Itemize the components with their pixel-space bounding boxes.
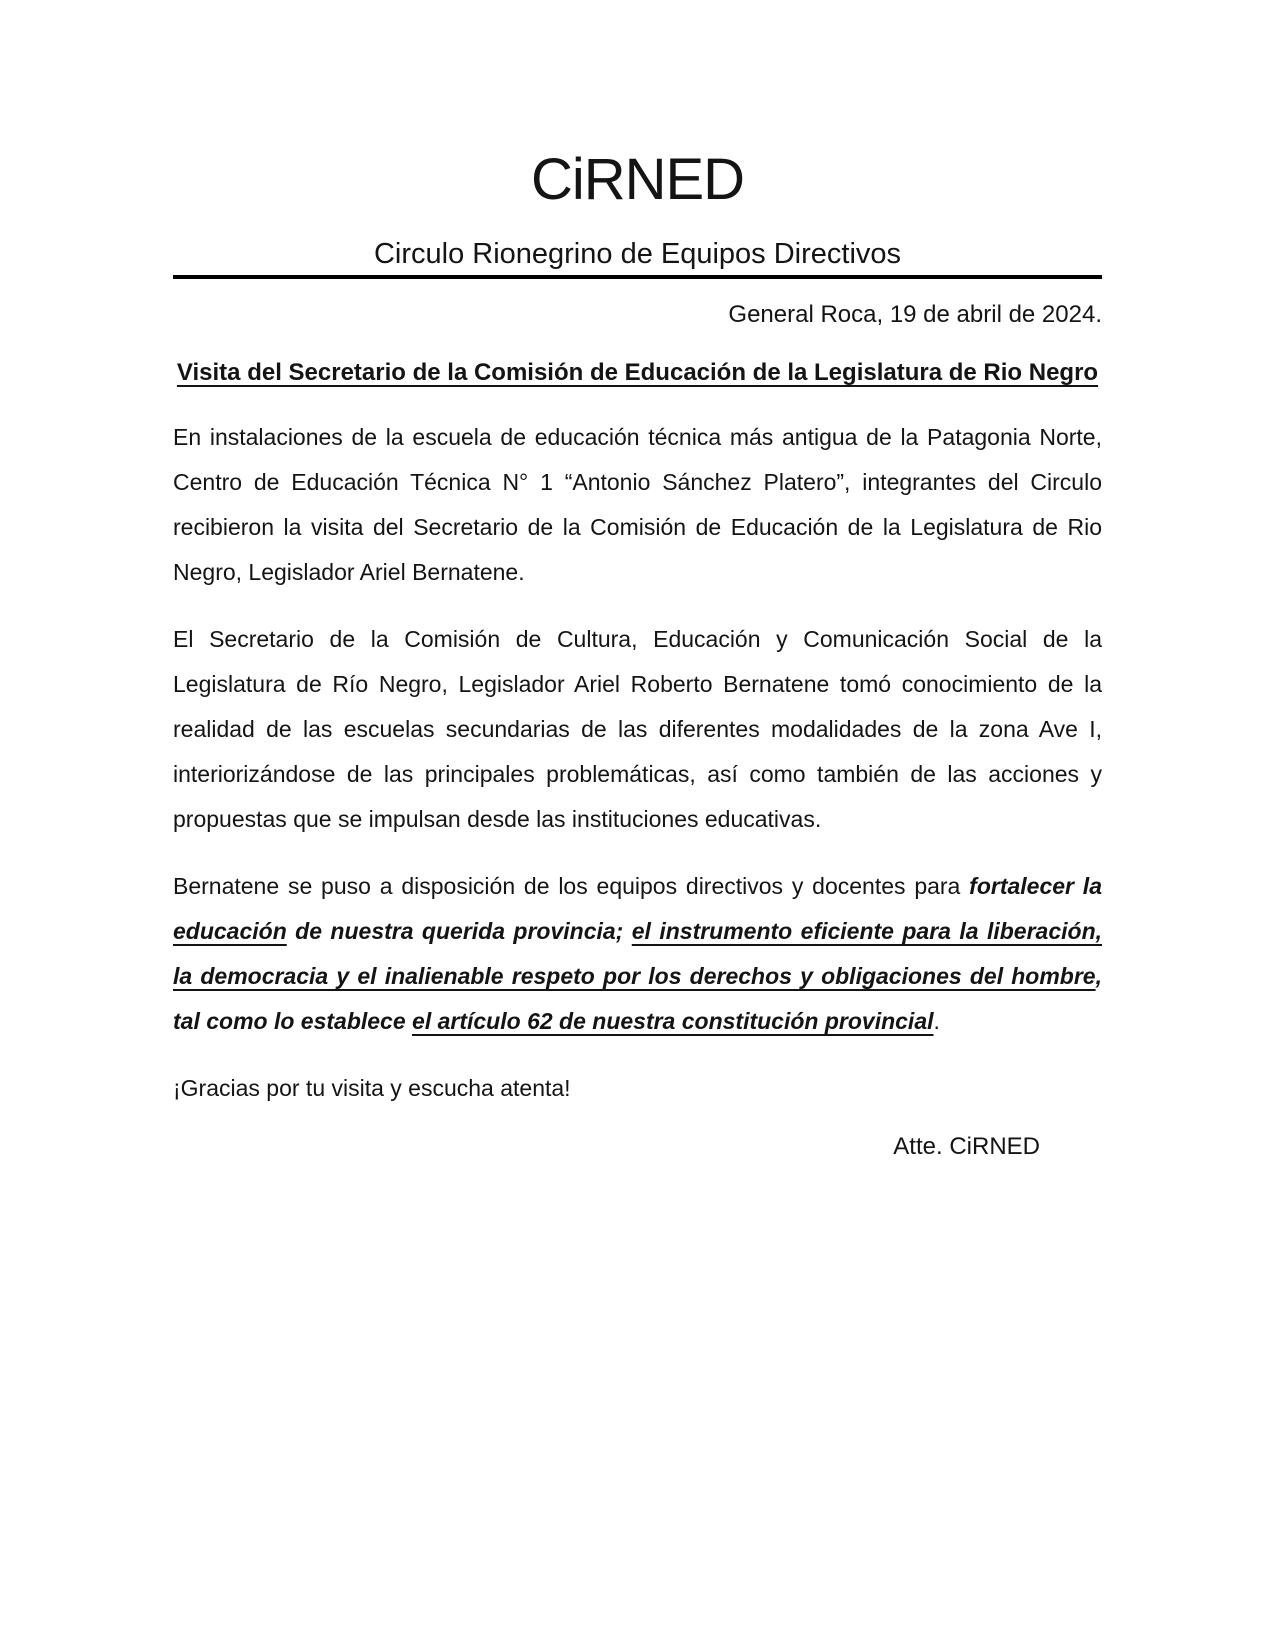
org-acronym-title: CiRNED [530,147,745,212]
paragraph [173,415,1102,595]
text-run: . [933,1007,940,1034]
paragraph [173,864,1102,1044]
text-run: el instrumento eficiente para la liberación, la democracia y el inalienable respeto por los derechos y obligaciones del hombre [173,917,1103,989]
signature-line: Atte. CiRNED [893,1132,1040,1160]
text-run: Bernatene se puso a disposición de los equipos directivos y docentes para [173,872,970,899]
document-body [173,415,1102,1111]
text-run: En instalaciones de la escuela de educación técnica más antigua de la Patagonia Norte, Centro de Educación Técnica N° 1 “Antonio Sánchez Platero”, integrantes del Circulo recibieron la visita del Secretario de la Comisión de Educación de la Legislatura de Rio Negro, Legislador Ariel Bernatene. [173,423,1102,585]
date-line: General Roca, 19 de abril de 2024. [728,300,1102,328]
paragraph [173,1066,1102,1111]
text-run: el artículo 62 de nuestra constitución provincial [412,1007,934,1034]
text-run: El Secretario de la Comisión de Cultura, Educación y Comunicación Social de la Legislatura de Río Negro, Legislador Ariel Roberto Bernatene tomó conocimiento de la realidad de las escuelas secundarias de las diferentes modalidades de la zona Ave I, interiorizándose de las principales problemáticas, así como también de las acciones y propuestas que se impulsan desde las instituciones educativas. [173,625,1102,832]
paragraph [173,617,1102,842]
text-run: , tal como lo establece [173,962,1102,1034]
document-heading: Visita del Secretario de la Comisión de Educación de la Legislatura de Rio Negro [176,358,1099,386]
text-run: educación [173,917,287,944]
org-full-name: Circulo Rionegrino de Equipos Directivos [373,237,902,270]
text-run: de nuestra querida provincia; [286,917,632,944]
text-run: ¡Gracias por tu visita y escucha atenta! [173,1074,571,1101]
text-run: fortalecer la [969,872,1102,899]
header-divider [173,275,1102,279]
